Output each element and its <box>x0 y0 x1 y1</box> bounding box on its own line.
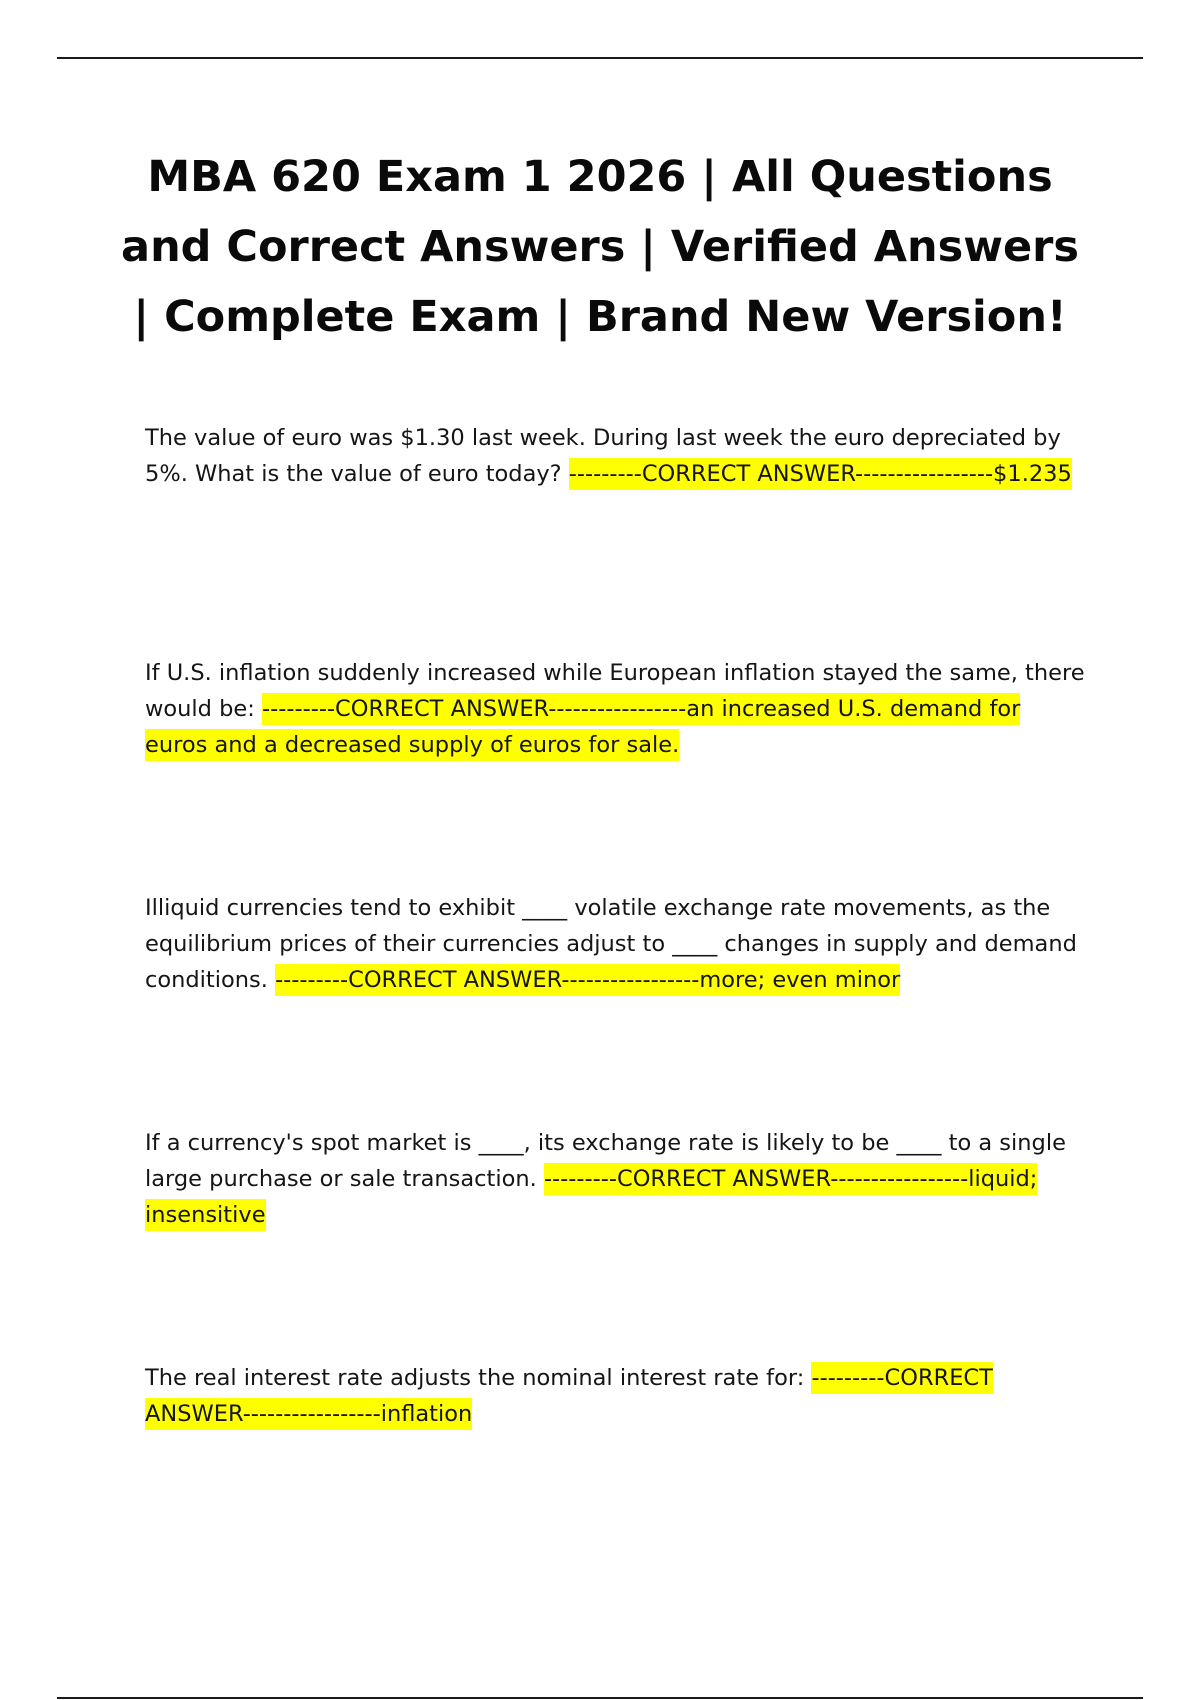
question-item <box>145 1360 1085 1432</box>
question-item <box>145 1125 1085 1233</box>
answer-highlight: ---------CORRECT ANSWER-----------------$1.235 <box>569 458 1072 490</box>
answer-highlight: ---------CORRECT ANSWER-----------------more; even minor <box>275 964 900 996</box>
question-text: If a currency's spot market is ____, its exchange rate is likely to be ____ to a single large purchase or sale transaction. <box>145 1130 1066 1192</box>
question-item <box>145 890 1085 998</box>
answer-highlight: ---------CORRECT ANSWER-----------------inflation <box>145 1362 993 1430</box>
question-item <box>145 420 1085 492</box>
question-text: The value of euro was $1.30 last week. During last week the euro depreciated by 5%. What is the value of euro today? <box>145 425 1061 487</box>
question-text: Illiquid currencies tend to exhibit ____ volatile exchange rate movements, as the equilibrium prices of their currencies adjust to ____ changes in supply and demand conditions. <box>145 895 1077 993</box>
answer-highlight: ---------CORRECT ANSWER-----------------liquid; insensitive <box>145 1163 1037 1231</box>
document-title: MBA 620 Exam 1 2026 | All Questions and Correct Answers | Verified Answers | Complete Exam | Brand New Version! <box>121 152 1079 342</box>
question-item <box>145 655 1085 763</box>
question-text: If U.S. inflation suddenly increased while European inflation stayed the same, there would be: <box>145 660 1085 722</box>
bottom-rule <box>57 1697 1143 1699</box>
question-text: The real interest rate adjusts the nominal interest rate for: <box>145 1365 812 1391</box>
answer-highlight: ---------CORRECT ANSWER-----------------an increased U.S. demand for euros and a decreased supply of euros for sale. <box>145 693 1020 761</box>
top-rule <box>57 57 1143 59</box>
